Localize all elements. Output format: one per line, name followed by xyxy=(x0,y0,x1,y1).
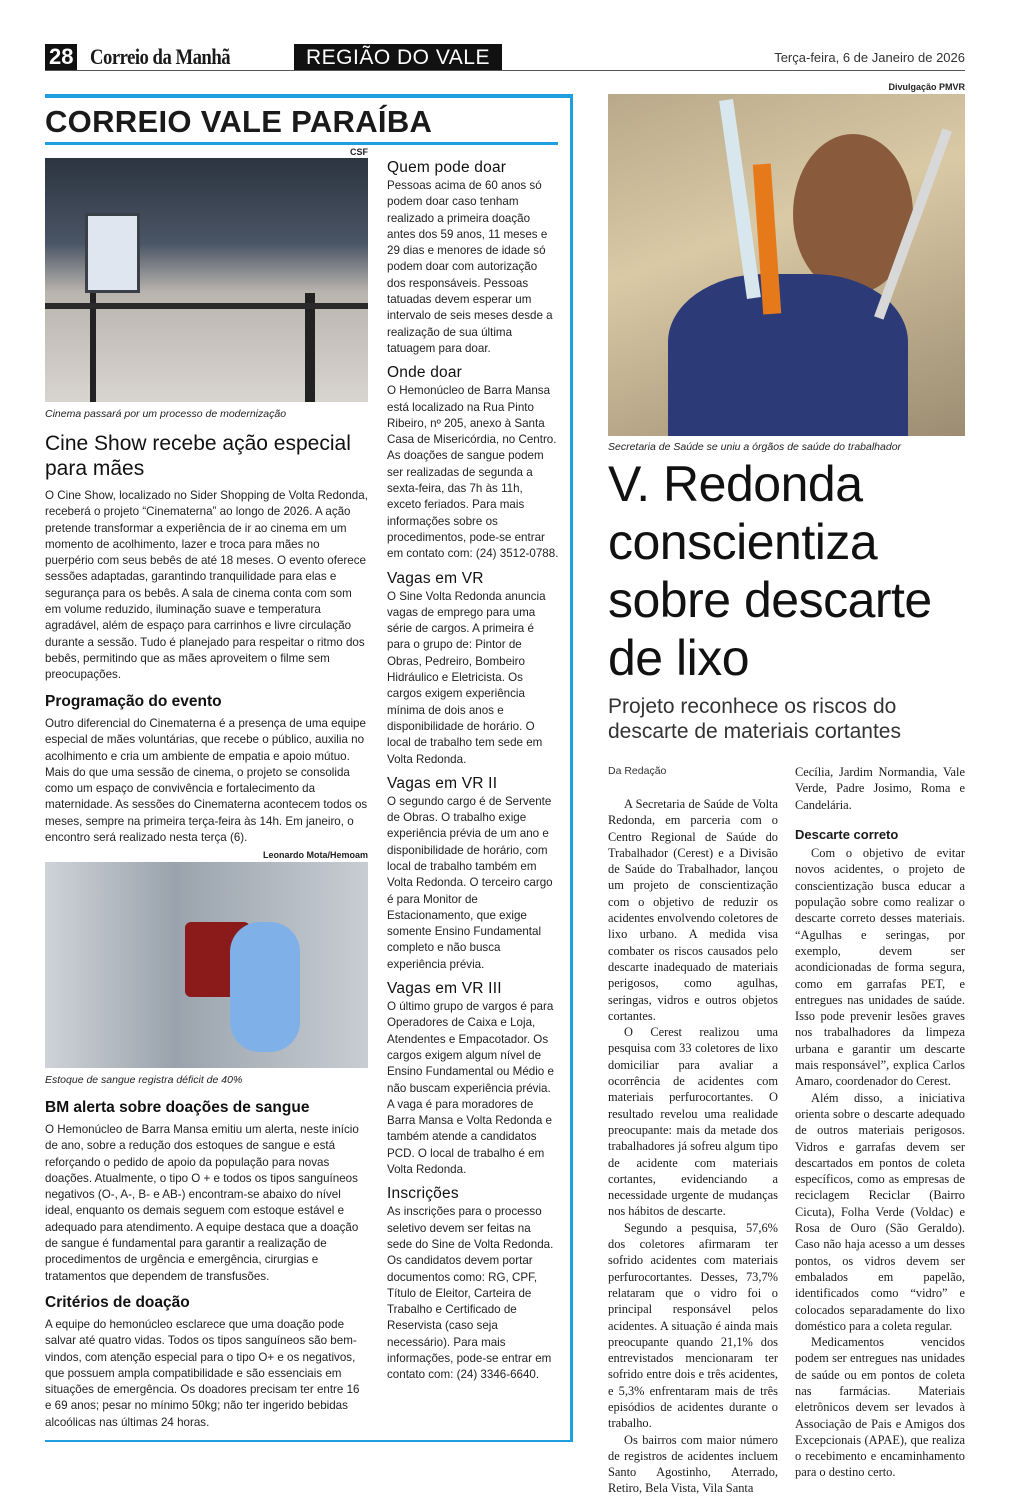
info-text: As inscrições para o processo seletivo devem ser feitas na sede do Sine de Volta Redonda. Os candidatos devem portar documentos como: RG, CPF, Título de Eleitor, Carteira de Trabalho e Certificado de Reservista (caso seja necessário). Para mais informações, pode-se entrar em contato com: (24) 3346-6640. xyxy=(387,1205,554,1382)
stanchion xyxy=(90,293,96,402)
gloved-hand xyxy=(230,922,300,1052)
blood-bag-photo xyxy=(45,862,368,1068)
paragraph: Com o objetivo de evitar novos acidentes, o projeto de conscientização busca educar a população sobre como realizar o descarte correto desses materiais. “Agulhas e seringas, por exemplo, devem ser acondicionadas de forma segura, como em garrafas PET, e entregues nas unidades de saúde. Isso pode prevenir lesões graves nos trabalhadores da limpeza urbana e garantir um descarte mais responsável”, explica Carlos Amaro, coordenador do Cerest. xyxy=(795,846,965,1089)
photo-credit: Leonardo Mota/Hemoam xyxy=(262,850,368,860)
photo-credit: Divulgação PMVR xyxy=(888,82,965,92)
photo-caption: Cinema passará por um processo de modernização xyxy=(45,408,287,420)
box-title: CORREIO VALE PARAÍBA xyxy=(45,104,433,139)
page-number: 28 xyxy=(45,44,77,70)
paragraph: Segundo a pesquisa, 57,6% dos coletores afirmaram ter sofrido acidentes com materiais perfurocortantes. Desses, 73,7% relataram que o vidro foi o principal responsável pelos acidentes. A situação é ainda mais preocupante quando 21,1% dos entrevistados mencionaram ter sofrido entre dois e três acidentes, e 5,3% enfrentaram mais de três episódios de acidentes durante o trabalho. xyxy=(608,1220,778,1431)
article-body: Outro diferencial do Cinematerna é a presença de uma equipe especial de mães voluntárias, que recebe o público, auxilia no acolhimento e cria um ambiente de empatia e apoio mútuo. Mais do que uma sessão de cinema, o projeto se consolida como um espaço de convivência e fortalecimento da maternidade. As sessões do Cinematerna acontecem todos os meses, sempre na primeira terça-feira às 14h. Em janeiro, o encontro será realizado nesta terça (6). xyxy=(45,717,368,845)
photo-caption: Secretaria de Saúde se uniu a órgãos de saúde do trabalhador xyxy=(608,441,902,453)
info-title: Quem pode doar xyxy=(387,159,507,176)
article-headline: Cine Show recebe ação especial para mães xyxy=(45,432,351,480)
article-headline: BM alerta sobre doações de sangue xyxy=(45,1099,310,1116)
info-text: O Sine Volta Redonda anuncia vagas de emprego para uma série de cargos. A primeira é para o grupo de: Pintor de Obras, Pedreiro, Bombeiro Hidráulico e Eletricista. Os cargos exigem experiência mínima de dois anos e disponibilidade de horário. O local de trabalho tem sede em Volta Redonda. xyxy=(387,589,546,766)
paragraph: Além disso, a iniciativa orienta sobre o descarte adequado de outros materiais perigosos. Vidros e garrafas devem ser descartados em pontos de coleta específicos, como as empresas de reciclagem Reciclar (Bairro Cicuta), Folha Verde (Voldac) e Rosa de Ouro (São Geraldo). Caso não haja acesso a um desses pontos, os vidros devem ser embalados em papelão, identificados como “vidro” e colocados separadamente do lixo doméstico para a coleta regular. xyxy=(795,1090,965,1333)
article-subhead: Critérios de doação xyxy=(45,1294,190,1311)
paragraph: A Secretaria de Saúde de Volta Redonda, em parceria com o Centro Regional de Saúde do Trabalhador (Cerest) e a Divisão de Saúde do Trabalhador, lançou um projeto de conscientização com o objetivo de reduzir os acidentes envolvendo coletores de lixo urbano. A medida visa combater os riscos causados pelo descarte inadequado de materiais perigosos, como agulhas, seringas, vidros e outros objetos cortantes. xyxy=(608,797,778,1023)
article-column-2 xyxy=(795,764,965,1481)
info-column xyxy=(387,152,559,1388)
photo-caption: Estoque de sangue registra déficit de 40% xyxy=(45,1074,243,1086)
article-body: O Hemonúcleo de Barra Mansa emitiu um alerta, neste início de ano, sobre a redução dos estoques de sangue e está reforçando o pedido de apoio da população para novas doações. Atualmente, o tipo O + e todos os tipos sanguíneos negativos (O-, A-, B- e AB-) encontram-se abaixo do nível ideal, enquanto os demais seguem com estoque estável e adequado para atendimento. A equipe destaca que a doação de sangue é fundamental para garantir a realização de procedimentos de urgência e emergência, cirurgias e tratamentos que dependem de transfusões. xyxy=(45,1123,359,1283)
info-title: Inscrições xyxy=(387,1185,459,1203)
paragraph: Os bairros com maior número de registros de acidentes incluem Santo Agostinho, Aterrado, Retiro, Bela Vista, Vila Santa xyxy=(608,1432,778,1496)
gloved-hand xyxy=(668,274,908,436)
article-column-1 xyxy=(608,796,778,1497)
paragraph: Cecília, Jardim Normandia, Vale Verde, Padre Josimo, Roma e Candelária. xyxy=(795,765,965,812)
article-body: O Cine Show, localizado no Sider Shopping de Volta Redonda, receberá o projeto “Cinematerna” ao longo de 2026. A ação pretende transformar a experiência de ir ao cinema em um momento de acolhimento, lazer e troca para mães no puerpério com seus bebês de até 18 meses. O evento oferece sessões adaptadas, garantindo tranquilidade para elas e segurança para os bebês. A sala de cinema conta com som em volume reduzido, iluminação suave e temperatura agradável, além de espaço para carrinhos e livre circulação durante a sessão. Tudo é planejado para respeitar o ritmo dos bebês, permitindo que as mães aproveitem o filme sem preocupações. xyxy=(45,489,368,682)
info-text: Pessoas acima de 60 anos só podem doar caso tenham realizado a primeira doação antes dos 59 anos, 11 meses e 29 dias e menores de idade só podem doar com autorização dos responsáveis. Pessoas tatuadas devem esperar um intervalo de seis meses desde a realização de sua última tatuagem para doar. xyxy=(387,179,553,355)
main-subheadline: Projeto reconhece os riscos do descarte de materiais cortantes xyxy=(608,695,901,743)
box-title-rule xyxy=(45,142,558,145)
issue-date: Terça-feira, 6 de Janeiro de 2026 xyxy=(774,50,965,65)
article-subhead: Descarte correto xyxy=(795,826,899,842)
byline: Da Redação xyxy=(608,765,667,777)
info-text: O último grupo de vargos é para Operadores de Caixa e Loja, Atendentes e Empacotador. Os cargos exigem algum nível de Ensino Fundamental ou Médio e não buscam experiência prévia. A vaga é para moradores de Barra Mansa e Volta Redonda e também atende a candidatos PCD. O local de trabalho é em Volta Redonda. xyxy=(387,1000,554,1177)
article-subhead: Programação do evento xyxy=(45,693,222,710)
info-title: Vagas em VR xyxy=(387,569,484,587)
info-text: O Hemonúcleo de Barra Mansa está localizado na Rua Pinto Ribeiro, nº 205, anexo à Santa Casa de Misericórdia, no Centro. As doações de sangue podem ser realizadas de segunda a sexta-feira, das 7h às 11h, exceto feriados. Para mais informações sobre os procedimentos, pode-se entrar em contato com: (24) 3512-0788. xyxy=(387,384,559,561)
info-title: Vagas em VR III xyxy=(387,980,502,998)
photo-credit: CSF xyxy=(350,147,368,157)
main-headline: V. Redonda conscientiza sobre descarte de lixo xyxy=(608,456,932,686)
newspaper-logo: Correio da Manhã xyxy=(90,44,231,69)
worker-syringes-photo xyxy=(608,94,965,436)
paragraph: O Cerest realizou uma pesquisa com 33 coletores de lixo domiciliar para avaliar a ocorrência de acidentes com materiais perfurocortantes. O resultado revelou uma realidade preocupante: mais da metade dos trabalhadores já sofreu algum tipo de acidente com materiais cortantes, evidenciando a necessidade urgente de mudanças nos hábitos de descarte. xyxy=(608,1025,778,1219)
article-body: A equipe do hemonúcleo esclarece que uma doação pode salvar até quatro vidas. Todos os tipos sanguíneos são bem-vindos, com atenção especial para o tipo O+ e os negativos, que possuem ampla compatibilidade e são essenciais em situações de emergência. Os doadores precisam ter entre 16 e 69 anos; pesar no mínimo 50kg; não ter ingerido bebidas alcoólicas nas últimas 24 horas. xyxy=(45,1318,360,1429)
regional-box-bottom-rule xyxy=(45,1440,573,1442)
masthead-rule xyxy=(45,70,965,71)
cinema-lobby-photo xyxy=(45,158,368,402)
rope-barrier xyxy=(45,303,368,309)
section-label: REGIÃO DO VALE xyxy=(294,44,502,71)
cinema-sign xyxy=(85,213,140,293)
info-text: O segundo cargo é de Servente de Obras. O trabalho exige experiência prévia de um ano e disponibilidade de horário, com local de trabalho também em Volta Redonda. O terceiro cargo é para Monitor de Estacionamento, que exige somente Ensino Fundamental completo e não busca experiência prévia. xyxy=(387,794,553,971)
info-title: Vagas em VR II xyxy=(387,774,498,792)
info-title: Onde doar xyxy=(387,364,463,382)
paragraph: Medicamentos vencidos podem ser entregues nas unidades de saúde ou em pontos de coleta nas farmácias. Materiais eletrônicos devem ser levados à Associação de Pais e Amigos dos Excepcionais (APAE), que realiza o recebimento e encaminhamento para o destino certo. xyxy=(795,1335,965,1480)
stanchion xyxy=(305,293,315,402)
